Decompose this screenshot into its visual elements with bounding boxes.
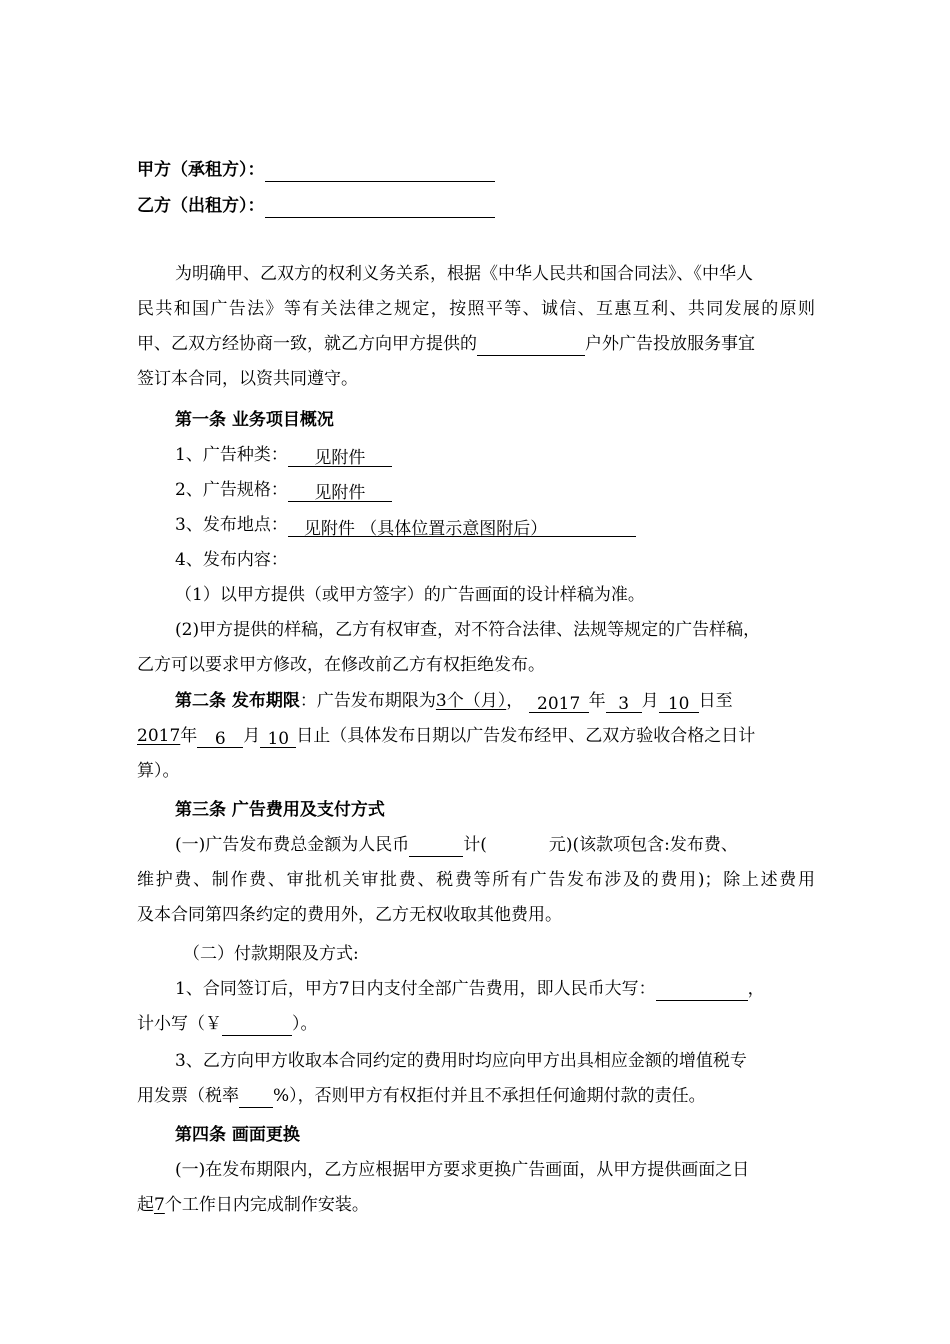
article-4-title: 第四条 画面更换 xyxy=(175,1125,300,1145)
end-month: 6 xyxy=(197,727,243,748)
location-value: 见附件 （具体位置示意图附后） xyxy=(288,517,636,537)
article-2-line-2: 2017年 6 月 10 日止（具体发布日期以广告发布经甲、乙双方验收合格之日计 xyxy=(137,726,756,749)
article-2-line-3: 算）。 xyxy=(137,761,180,781)
party-b-label: 乙方（出租方）： xyxy=(137,196,265,216)
art3-para-1: 1、合同签订后，甲方7日内支付全部广告费用，即人民币大写： ， xyxy=(175,979,765,999)
start-month: 3 xyxy=(606,692,642,713)
intro-line-4: 签订本合同，以资共同遵守。 xyxy=(137,369,358,389)
art1-item-1: 1、广告种类： 见附件 xyxy=(175,443,855,467)
intro-line-1: 为明确甲、乙双方的权利义务关系，根据《中华人民共和国合同法》、《中华人 xyxy=(175,264,753,284)
art3-para-1-line-2: 计小写（￥ ）。 xyxy=(137,1014,318,1034)
tax-rate-blank[interactable] xyxy=(239,1088,273,1108)
intro-line-2: 民共和国广告法》等有关法律之规定，按照平等、诚信、互惠互利、共同发展的原则 xyxy=(137,299,815,319)
end-day: 10 xyxy=(260,727,296,748)
total-amount-blank[interactable] xyxy=(409,837,463,857)
service-type-blank[interactable] xyxy=(477,336,585,356)
end-year: 2017 xyxy=(137,726,181,746)
article-1-title: 第一条 业务项目概况 xyxy=(175,410,334,430)
start-year: 2017 xyxy=(529,692,589,713)
party-b-line xyxy=(137,194,817,218)
art1-para-2a: (2)甲方提供的样稿，乙方有权审查，对不符合法律、法规等规定的广告样稿， xyxy=(175,620,761,640)
party-a-blank[interactable] xyxy=(265,162,495,182)
amount-lowercase-blank[interactable] xyxy=(222,1016,292,1036)
article-2-line-1: 第二条 发布期限：广告发布期限为3个（月）， 2017 年 3 月 10 日至 xyxy=(175,691,733,714)
article-3-title: 第三条 广告费用及支付方式 xyxy=(175,800,385,820)
art3-sec1-line-1: (一)广告发布费总金额为人民币 计( 元)(该款项包含:发布费、 xyxy=(175,835,738,855)
art3-sec2: （二）付款期限及方式: xyxy=(183,944,359,964)
art3-para-3-line-1: 3、乙方向甲方收取本合同约定的费用时均应向甲方出具相应金额的增值税专 xyxy=(175,1051,747,1071)
art1-para-1: （1）以甲方提供（或甲方签字）的广告画面的设计样稿为准。 xyxy=(175,585,645,605)
art1-item-4: 4、发布内容： xyxy=(175,550,288,570)
art3-sec1-line-2: 维护费、制作费、审批机关审批费、税费等所有广告发布涉及的费用)；除上述费用 xyxy=(137,870,815,890)
art1-item-2: 2、广告规格： 见附件 xyxy=(175,478,855,502)
art4-sec1-line-1: (一)在发布期限内，乙方应根据甲方要求更换广告画面，从甲方提供画面之日 xyxy=(175,1160,750,1180)
party-a-line xyxy=(137,158,817,182)
party-b-blank[interactable] xyxy=(265,198,495,218)
ad-type-value: 见附件 xyxy=(288,446,392,467)
work-days-value: 7 xyxy=(154,1195,165,1215)
art3-para-3-line-2: 用发票（税率 %），否则甲方有权拒付并且不承担任何逾期付款的责任。 xyxy=(137,1086,706,1106)
ad-spec-value: 见附件 xyxy=(288,481,392,502)
art4-sec1-line-2: 起7个工作日内完成制作安装。 xyxy=(137,1195,369,1215)
party-a-label: 甲方（承租方）： xyxy=(137,160,265,180)
amount-uppercase-blank[interactable] xyxy=(656,981,748,1001)
art1-para-2b: 乙方可以要求甲方修改，在修改前乙方有权拒绝发布。 xyxy=(137,655,545,675)
start-day: 10 xyxy=(659,692,699,713)
intro-line-3: 甲、乙双方经协商一致，就乙方向甲方提供的 户外广告投放服务事宜 xyxy=(137,334,755,354)
art1-item-3: 3、发布地点： 见附件 （具体位置示意图附后） xyxy=(175,513,855,537)
period-months: 3个（月） xyxy=(435,691,507,711)
art3-sec1-line-3: 及本合同第四条约定的费用外，乙方无权收取其他费用。 xyxy=(137,905,562,925)
article-2-title: 第二条 发布期限 xyxy=(175,691,300,711)
